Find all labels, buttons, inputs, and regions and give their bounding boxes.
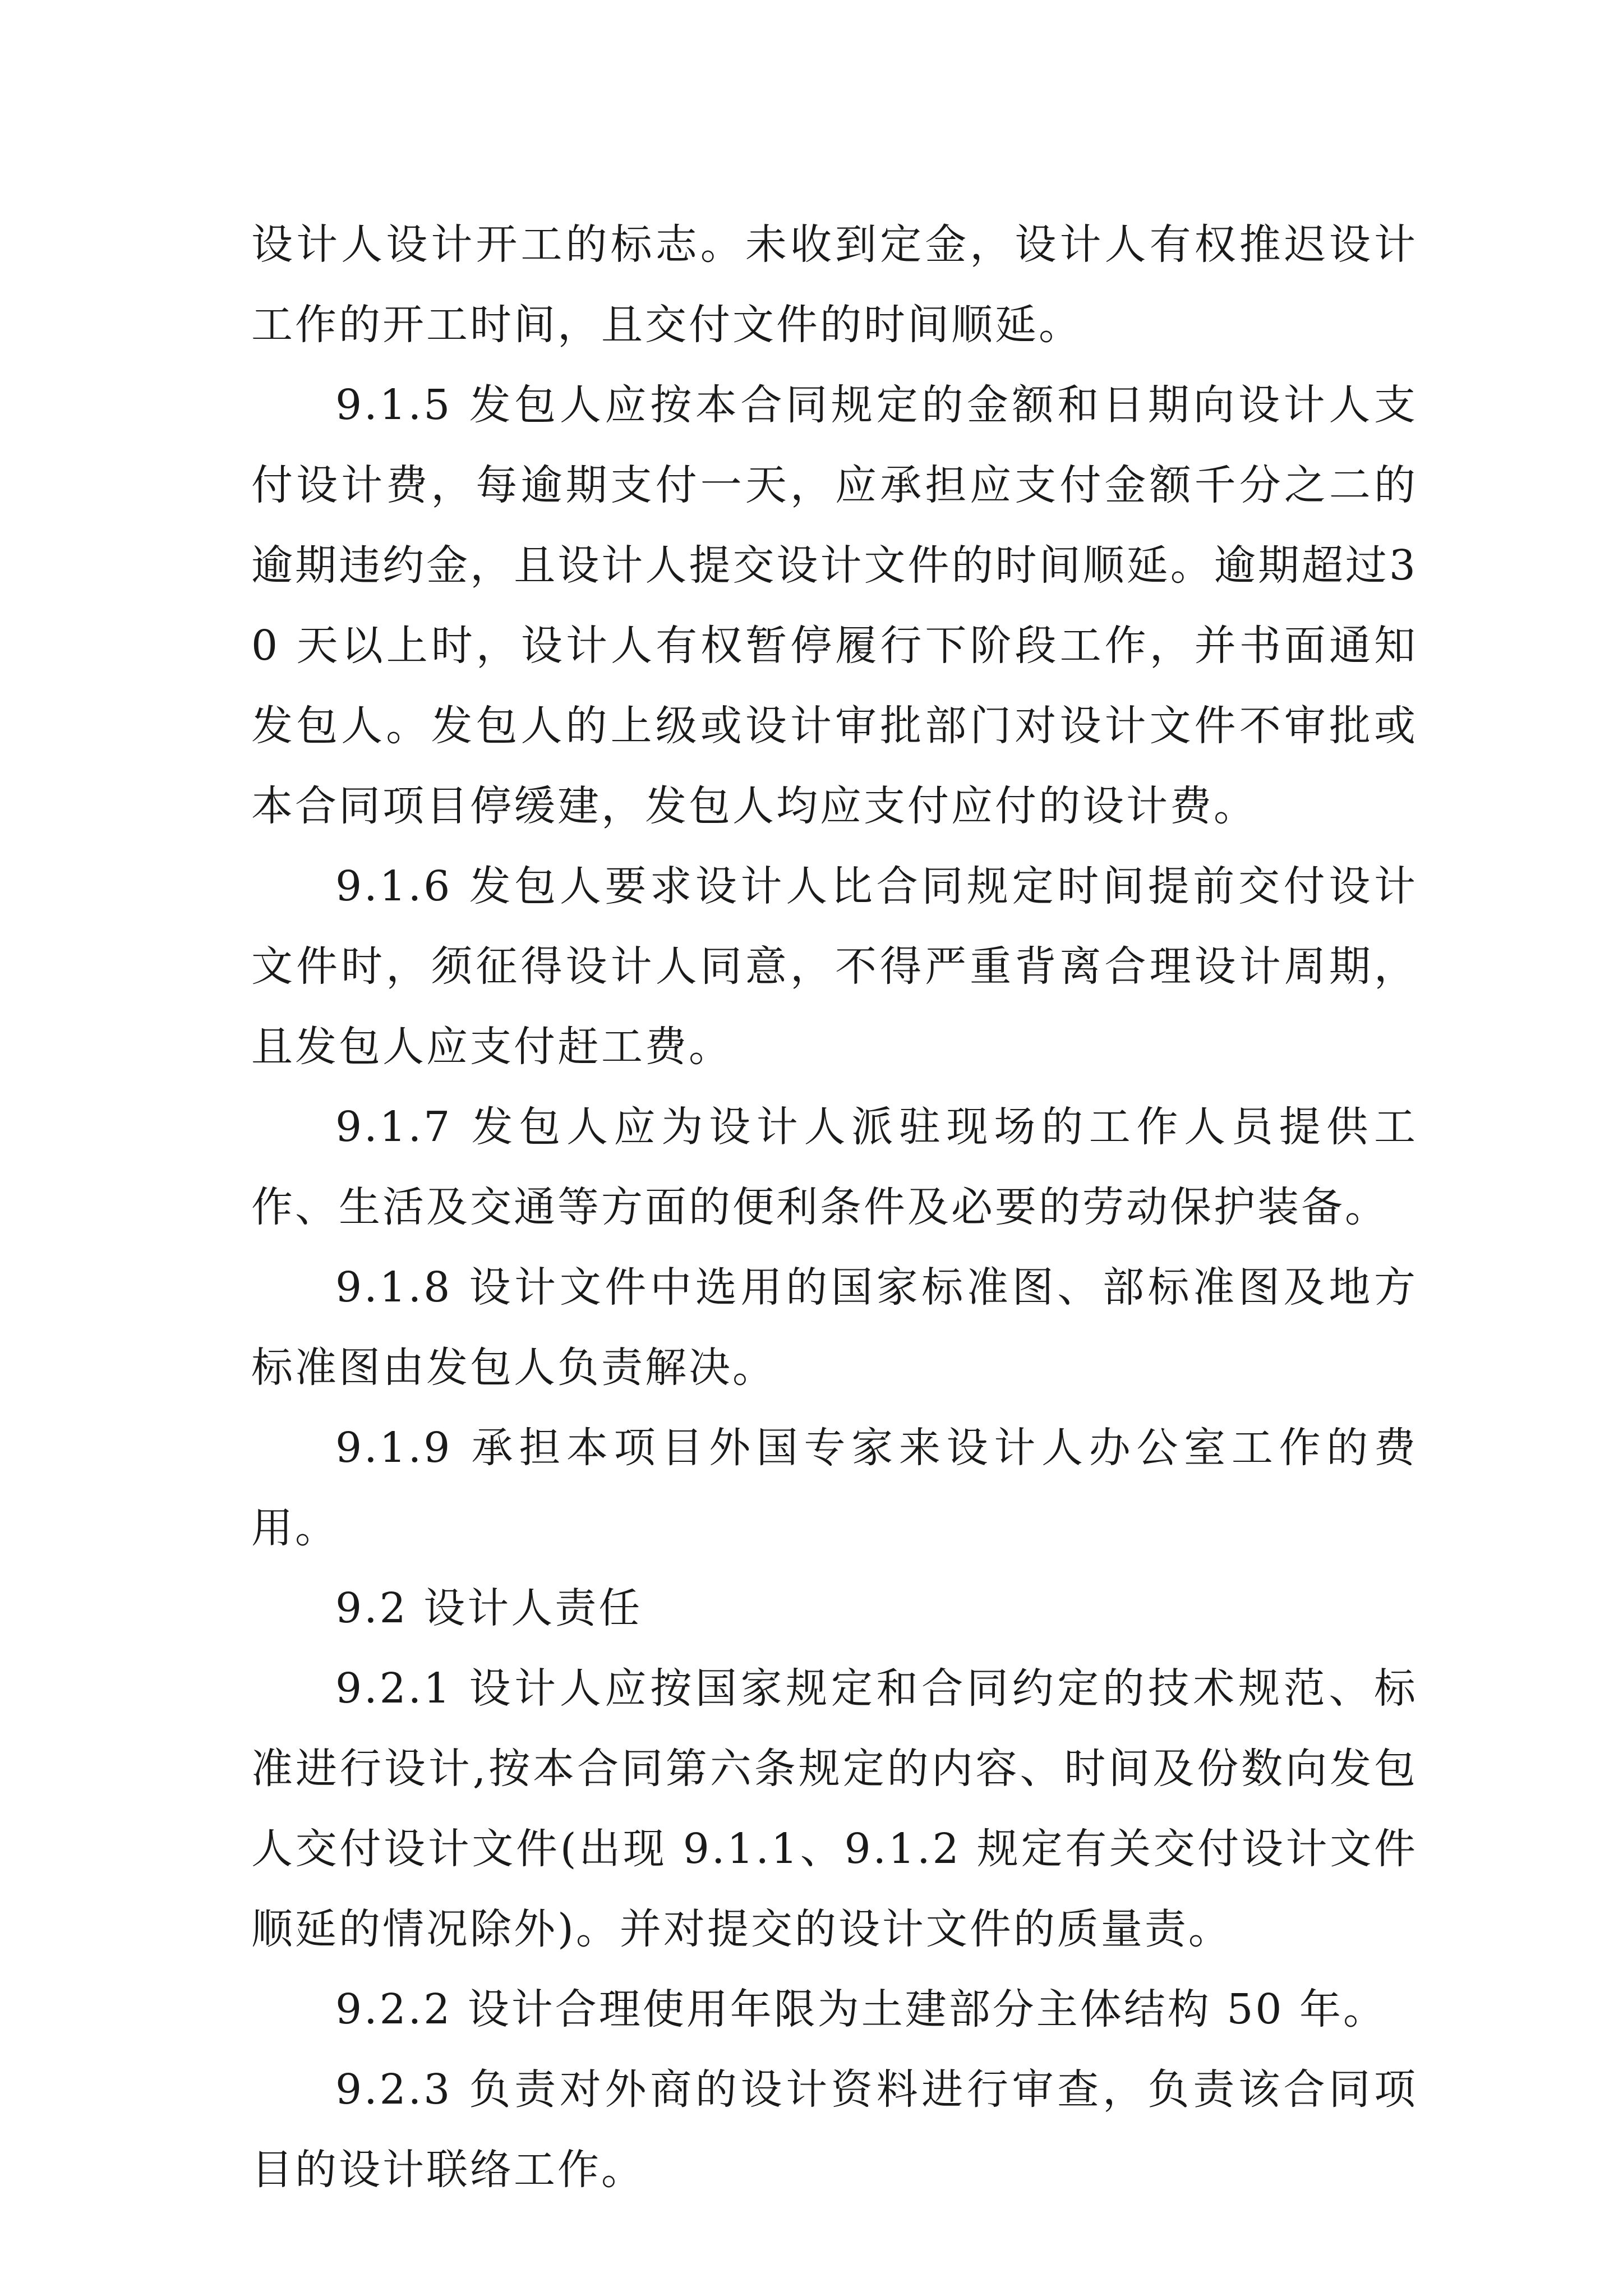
section-heading-9-2: 9.2 设计人责任 — [335, 1584, 643, 1632]
paragraph-9-1-5: 9.1.5 发包人应按本合同规定的金额和日期向设计人支付设计费，每逾期支付一天，应承担应支付金额千分之二的逾期违约金，且设计人提交设计文件的时间顺延。逾期超过30 天以上时，设计人有权暂停履行下阶段工作，并书面通知发包人。发包人的上级或设计审批部门对设计文件不审批或本合同项目停缓建，发包人均应支付应付的设计费。 — [251, 381, 1418, 830]
paragraph-9-2-2: 9.2.2 设计合理使用年限为土建部分主体结构 50 年。 — [335, 1985, 1387, 2033]
paragraph-continuation: 设计人设计开工的标志。未收到定金，设计人有权推迟设计工作的开工时间，且交付文件的时间顺延。 — [251, 220, 1418, 349]
paragraph-9-1-6: 9.1.6 发包人要求设计人比合同规定时间提前交付设计文件时，须征得设计人同意，不得严重背离合理设计周期，且发包人应支付赶工费。 — [251, 862, 1418, 1071]
paragraph-9-1-9: 9.1.9 承担本项目外国专家来设计人办公室工作的费用。 — [251, 1424, 1418, 1552]
paragraph-9-1-7: 9.1.7 发包人应为设计人派驻现场的工作人员提供工作、生活及交通等方面的便利条件及必要的劳动保护装备。 — [251, 1103, 1418, 1231]
document-body — [251, 205, 1418, 2210]
paragraph-9-1-8: 9.1.8 设计文件中选用的国家标准图、部标准图及地方标准图由发包人负责解决。 — [251, 1263, 1418, 1392]
paragraph-9-2-3: 9.2.3 负责对外商的设计资料进行审查，负责该合同项目的设计联络工作。 — [251, 2065, 1418, 2194]
paragraph-9-2-1: 9.2.1 设计人应按国家规定和合同约定的技术规范、标准进行设计,按本合同第六条规定的内容、时间及份数向发包人交付设计文件(出现 9.1.1、9.1.2 规定有关交付设计文件顺延的情况除外)。并对提交的设计文件的质量责。 — [251, 1664, 1418, 1953]
